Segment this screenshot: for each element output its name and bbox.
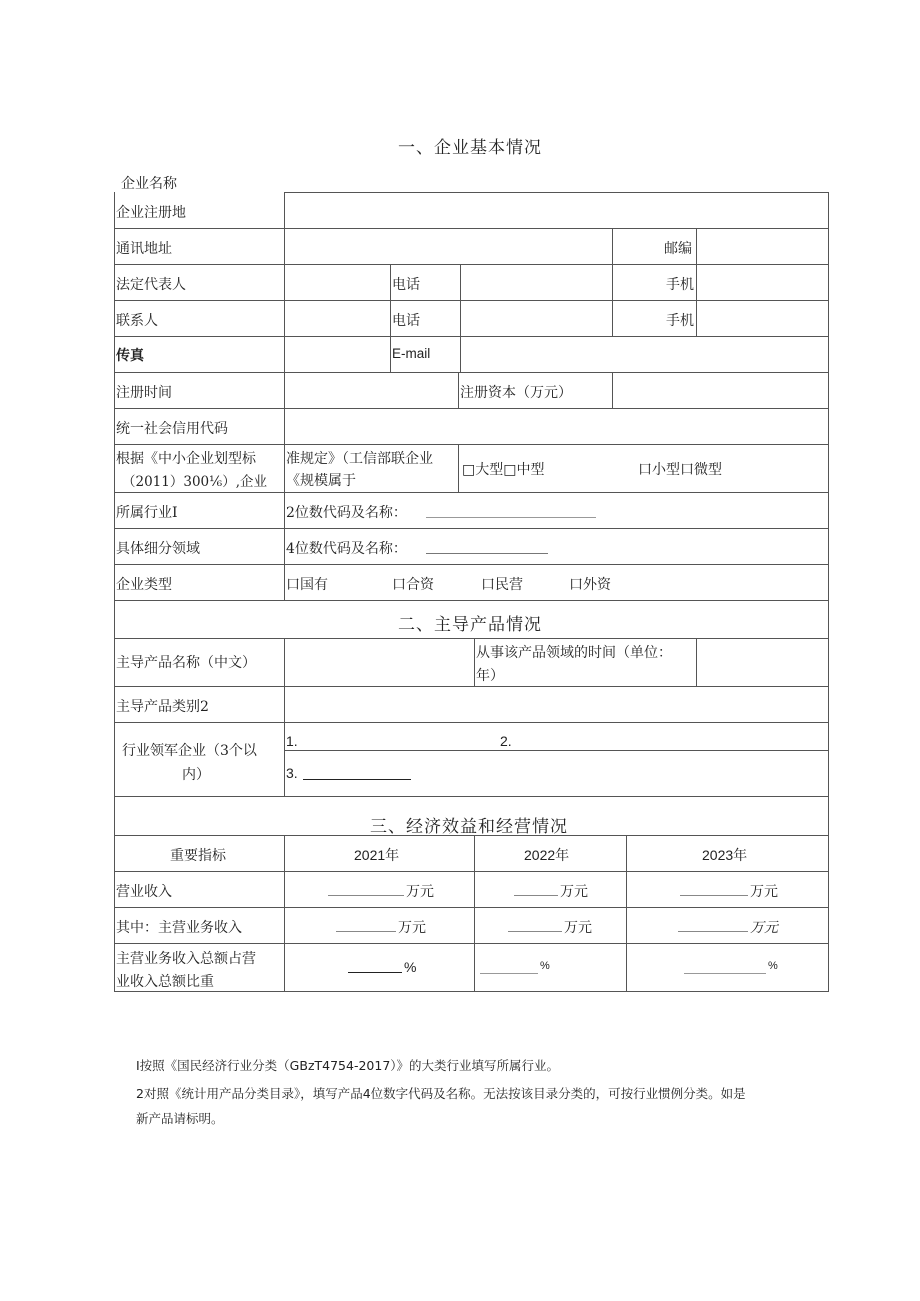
- revenue-2021-input[interactable]: [328, 895, 404, 896]
- industry-input-line[interactable]: [426, 517, 596, 518]
- leader-3-input-line[interactable]: [303, 779, 411, 780]
- reg-time-label: 注册时间: [116, 385, 172, 401]
- ratio-2021-input[interactable]: [348, 972, 402, 973]
- industry-label: 所属行业Ⅰ: [116, 505, 178, 521]
- ratio-2022-input[interactable]: [480, 973, 538, 974]
- main-revenue-2021-input[interactable]: [336, 931, 396, 932]
- header-year-2022: 2022年: [524, 847, 570, 863]
- industry-value: 2位数代码及名称：: [286, 505, 407, 521]
- leader-1: 1.: [286, 733, 298, 749]
- subfield-input-line[interactable]: [426, 553, 548, 554]
- legal-rep-label: 法定代表人: [116, 277, 186, 293]
- reg-place-label: 企业注册地: [116, 205, 186, 221]
- phone2-label: 电话: [392, 313, 420, 329]
- size-label-mid2: 《规模属于: [286, 473, 356, 489]
- main-revenue-2021-unit: 万元: [398, 920, 426, 936]
- size-label-line1: 根据《中小企业划型标: [116, 451, 256, 467]
- leaders-label-line2: 内）: [182, 767, 210, 783]
- type-option-foreign[interactable]: 口外资: [569, 577, 611, 593]
- revenue-2023-unit: 万元: [750, 884, 778, 900]
- leader-2: 2.: [500, 733, 512, 749]
- address-label: 通讯地址: [116, 241, 172, 257]
- product-name-label: 主导产品名称（中文）: [116, 655, 256, 671]
- reg-capital-label: 注册资本（万元）: [460, 385, 572, 401]
- leaders-label-line1: 行业领军企业（3个以: [122, 743, 257, 759]
- credit-code-label: 统一社会信用代码: [116, 421, 228, 437]
- size-option-small-micro[interactable]: 口小型口微型: [638, 462, 722, 478]
- ratio-2023-input[interactable]: [684, 973, 766, 974]
- type-option-private[interactable]: 口民营: [481, 577, 523, 593]
- main-revenue-2023-unit: 万元: [750, 920, 778, 936]
- header-year-2021: 2021年: [354, 847, 400, 863]
- years-label-line2: 年）: [476, 668, 504, 684]
- mobile-label: 手机: [666, 277, 694, 293]
- email-label: E-mail: [392, 346, 431, 361]
- revenue-label: 营业收入: [116, 884, 172, 900]
- section1-title: 一、企业基本情况: [398, 138, 542, 158]
- main-revenue-label: 其中：主营业务收入: [116, 920, 242, 936]
- ratio-2022-pct: %: [540, 960, 550, 972]
- footnote-2-line1: 2对照《统计用产品分类目录》，填写产品4位数字代码及名称。无法按该目录分类的，可按行业惯例分类。如是: [136, 1086, 746, 1101]
- ratio-label-line1: 主营业务收入总额占营: [116, 951, 256, 967]
- type-option-jv[interactable]: 口合资: [392, 577, 434, 593]
- leader-3: 3.: [286, 765, 298, 781]
- phone-label: 电话: [392, 277, 420, 293]
- size-option-large-medium[interactable]: □大型□中型: [462, 462, 545, 478]
- product-category-label: 主导产品类别2: [116, 699, 209, 715]
- mobile2-label: 手机: [666, 313, 694, 329]
- type-option-state[interactable]: 口国有: [286, 577, 328, 593]
- main-revenue-2022-input[interactable]: [508, 931, 562, 932]
- revenue-2023-input[interactable]: [680, 895, 748, 896]
- section2-title: 二、主导产品情况: [398, 615, 542, 635]
- header-indicator: 重要指标: [170, 848, 226, 864]
- type-label: 企业类型: [116, 577, 172, 593]
- subfield-label: 具体细分领域: [116, 541, 200, 557]
- revenue-2022-unit: 万元: [560, 884, 588, 900]
- main-revenue-2022-unit: 万元: [564, 920, 592, 936]
- company-name-label: 企业名称: [121, 176, 177, 192]
- ratio-2023-pct: %: [768, 960, 778, 972]
- size-label-line2: （2011）300⅟₆）,企业: [122, 474, 267, 490]
- fax-label: 传真: [116, 348, 144, 364]
- postcode-label: 邮编: [664, 241, 692, 257]
- contact-label: 联系人: [116, 313, 158, 329]
- ratio-2021-pct: %: [404, 959, 417, 975]
- years-label-line1: 从事该产品领域的时间（单位：: [476, 645, 672, 661]
- revenue-2021-unit: 万元: [406, 884, 434, 900]
- subfield-value: 4位数代码及名称：: [286, 541, 407, 557]
- ratio-label-line2: 业收入总额比重: [116, 974, 214, 990]
- section3-title: 三、经济效益和经营情况: [370, 817, 568, 837]
- footnote-1: Ⅰ按照《国民经济行业分类（GBzT4754-2017）》的大类行业填写所属行业。: [136, 1058, 560, 1073]
- revenue-2022-input[interactable]: [514, 895, 558, 896]
- header-year-2023: 2023年: [702, 847, 748, 863]
- main-revenue-2023-input[interactable]: [678, 931, 748, 932]
- size-label-mid1: 准规定》（工信部联企业: [286, 451, 433, 467]
- footnote-2-line2: 新产品请标明。: [136, 1111, 224, 1126]
